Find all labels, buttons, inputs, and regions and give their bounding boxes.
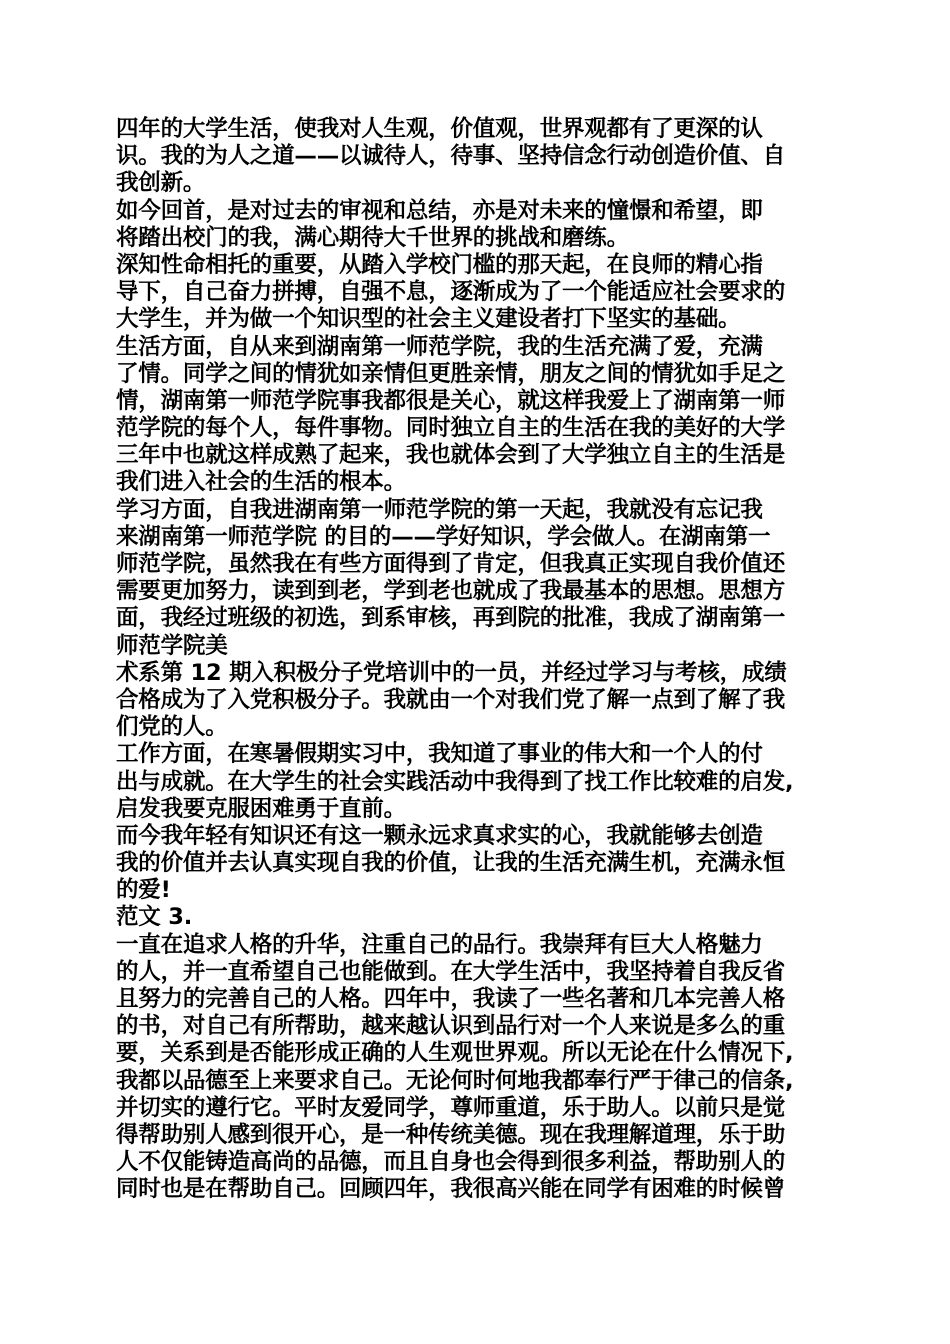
- text-line: 我都以品德至上来要求自己。无论何时何地我都奉行严于律己的信条,: [116, 1067, 794, 1094]
- text-line: 四年的大学生活，使我对人生观，价值观，世界观都有了更深的认: [116, 116, 763, 142]
- text-line: 们党的人。: [116, 714, 228, 741]
- text-line: 导下，自己奋力拼搏，自强不息，逐渐成为了一个能适应社会要求的: [116, 279, 786, 306]
- text-line: 工作方面，在寒暑假期实习中，我知道了事业的伟大和一个人的付: [116, 741, 763, 768]
- text-line: 出与成就。在大学生的社会实践活动中我得到了找工作比较难的启发,: [116, 768, 794, 795]
- text-line: 一直在追求人格的升华，注重自己的品行。我崇拜有巨大人格魅力: [116, 931, 763, 958]
- text-line: 人不仅能铸造高尚的品德，而且自身也会得到很多利益，帮助别人的: [116, 1149, 786, 1176]
- text-line: 来湖南第一师范学院 的目的——学好知识，学会做人。在湖南第一: [116, 523, 771, 550]
- text-line: 大学生，并为做一个知识型的社会主义建设者打下坚实的基础。: [116, 306, 741, 333]
- text-line: 将踏出校门的我，满心期待大千世界的挑战和磨练。: [116, 224, 629, 251]
- text-line: 了情。同学之间的情犹如亲情但更胜亲情，朋友之间的情犹如手足之: [116, 360, 786, 387]
- text-line: 面，我经过班级的初选，到系审核，再到院的批准，我成了湖南第一: [116, 605, 786, 632]
- text-line: 的爱!: [116, 877, 171, 904]
- text-line: 范学院的每个人，每件事物。同时独立自主的生活在我的美好的大学: [116, 415, 786, 442]
- text-line: 且努力的完善自己的人格。四年中，我读了一些名著和几本完善人格: [116, 986, 786, 1012]
- text-line: 的书，对自己有所帮助，越来越认识到品行对一个人来说是多么的重: [116, 1013, 786, 1040]
- text-line: 得帮助别人感到很开心，是一种传统美德。现在我理解道理，乐于助: [116, 1121, 786, 1148]
- text-line: 我的价值并去认真实现自我的价值，让我的生活充满生机，充满永恒: [116, 850, 786, 877]
- text-line: 范文 3.: [116, 904, 193, 931]
- text-line: 我创新。: [116, 170, 206, 197]
- text-line: 同时也是在帮助自己。回顾四年，我很高兴能在同学有困难的时候曾: [116, 1176, 786, 1203]
- text-line: 而今我年轻有知识还有这一颗永远求真求实的心，我就能够去创造: [116, 822, 763, 849]
- text-line: 启发我要克服困难勇于直前。: [116, 795, 406, 822]
- text-line: 要，关系到是否能形成正确的人生观世界观。所以无论在什么情况下,: [116, 1040, 794, 1067]
- text-line: 如今回首，是对过去的审视和总结，亦是对未来的憧憬和希望，即: [116, 197, 763, 224]
- text-line: 三年中也就这样成熟了起来，我也就体会到了大学独立自主的生活是: [116, 442, 786, 469]
- text-line: 我们进入社会的生活的根本。: [116, 469, 406, 496]
- text-line: 师范学院，虽然我在有些方面得到了肯定，但我真正实现自我价值还: [116, 551, 786, 577]
- text-line: 的人，并一直希望自己也能做到。在大学生活中，我坚持着自我反省: [116, 958, 786, 985]
- text-line: 需要更加努力，读到到老，学到老也就成了我最基本的思想。思想方: [116, 578, 786, 605]
- text-line: 深知性命相托的重要，从踏入学校门槛的那天起，在良师的精心指: [116, 251, 763, 278]
- text-line: 情，湖南第一师范学院事我都很是关心，就这样我爱上了湖南第一师: [116, 387, 786, 414]
- text-line: 师范学院美: [116, 632, 228, 659]
- text-line: 并切实的遵行它。平时友爱同学，尊师重道，乐于助人。以前只是觉: [116, 1094, 786, 1121]
- text-line: 合格成为了入党积极分子。我就由一个对我们党了解一点到了解了我: [116, 686, 786, 713]
- text-line: 学习方面，自我进湖南第一师范学院的第一天起，我就没有忘记我: [116, 496, 763, 523]
- text-line: 术系第 12 期入积极分子党培训中的一员，并经过学习与考核，成绩: [116, 659, 787, 686]
- document-body: [116, 116, 840, 1204]
- text-line: 生活方面，自从来到湖南第一师范学院，我的生活充满了爱，充满: [116, 333, 763, 360]
- text-line: 识。我的为人之道——以诚待人，待事、坚持信念行动创造价值、自: [116, 143, 786, 170]
